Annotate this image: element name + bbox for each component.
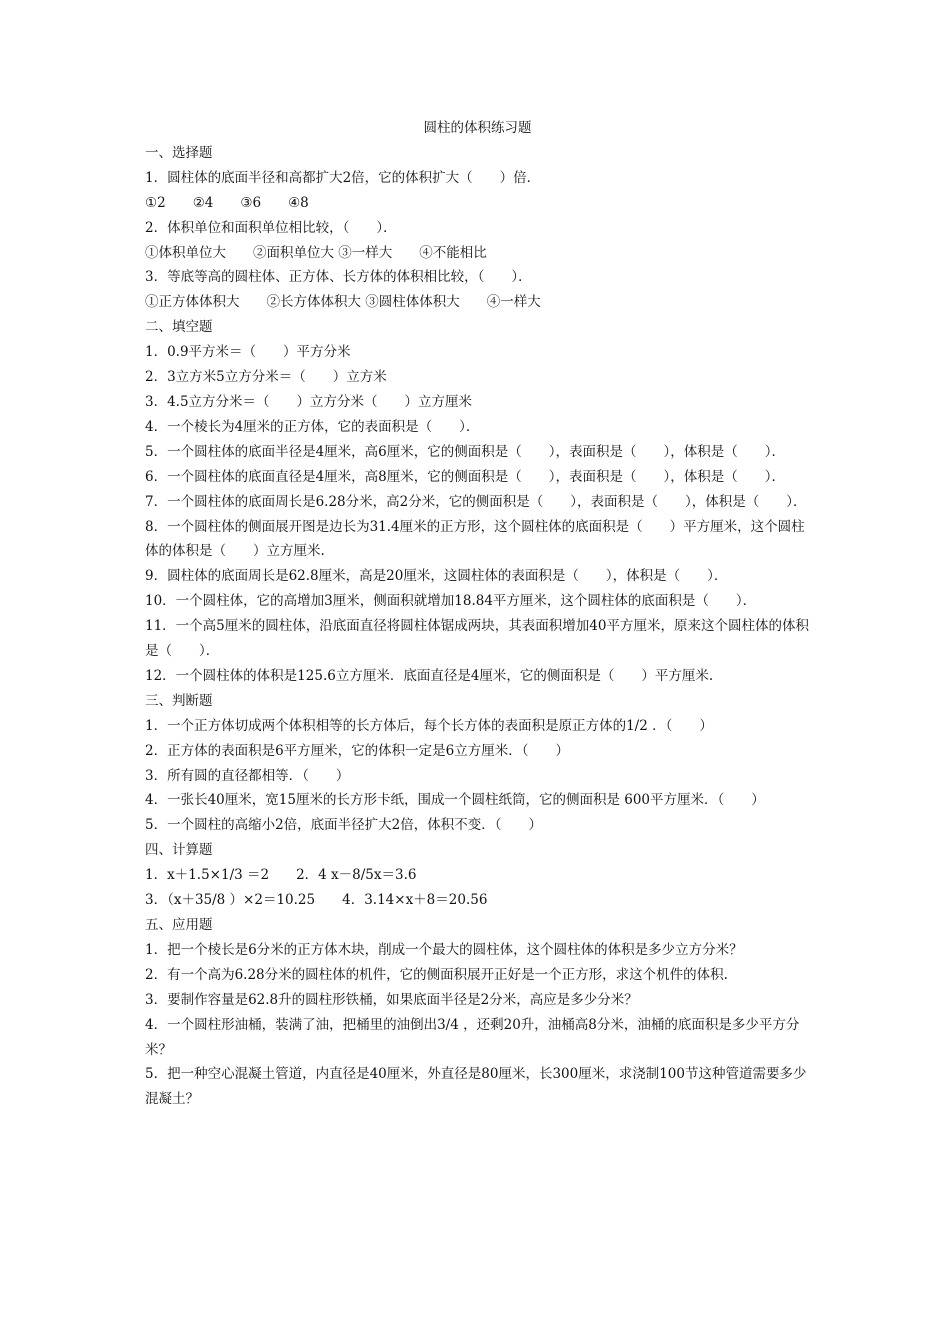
- question-line: 3．4.5立方分米＝（ ）立方分米（ ）立方厘米: [145, 393, 473, 410]
- question-line: 3．（x＋35/8 ）×2＝10.25 4．3.14×x＋8＝20.56: [145, 892, 488, 909]
- question-line: 2．有一个高为6.28分米的圆柱体的机件，它的侧面积展开正好是一个正方形，求这个机件的体积.: [145, 966, 728, 983]
- question-line: 2．体积单位和面积单位相比较，（ ）．: [145, 219, 397, 236]
- document-body: [145, 116, 810, 1112]
- section-heading: 三、判断题: [145, 692, 213, 709]
- question-line: ①2 ②4 ③6 ④8: [145, 194, 309, 211]
- question-line: 11．一个高5厘米的圆柱体，沿底面直径将圆柱体锯成两块，其表面积增加40平方厘米，原来这个圆柱体的体积是（ ）．: [145, 618, 809, 660]
- question-line: 4．一个棱长为4厘米的正方体，它的表面积是（ ）．: [145, 418, 480, 435]
- question-line: 3．等底等高的圆柱体、正方体、长方体的体积相比较，（ ）．: [145, 269, 532, 286]
- question-line: 4．一个圆柱形油桶，装满了油，把桶里的油倒出3/4 ，还剩20升，油桶高8分米，油桶的底面积是多少平方分米？: [145, 1016, 800, 1058]
- question-line: 1．x＋1.5×1/3 ＝2 2．4 x－8/5x＝3.6: [145, 867, 417, 884]
- question-line: 1．0.9平方米＝（ ）平方分米: [145, 344, 351, 361]
- section-4: [145, 838, 810, 913]
- section-3: [145, 689, 810, 838]
- sections-container: [145, 141, 810, 1112]
- question-line: 10．一个圆柱体，它的高增加3厘米，侧面积就增加18.84平方厘米，这个圆柱体的底面积是（ ）．: [145, 593, 757, 610]
- section-heading: 五、应用题: [145, 917, 213, 933]
- question-line: 2．3立方米5立方分米＝（ ）立方米: [145, 369, 387, 386]
- question-line: 6．一个圆柱体的底面直径是4厘米，高8厘米，它的侧面积是（ ），表面积是（ ），体积是（ ）．: [145, 468, 786, 485]
- question-line: ①体积单位大 ②面积单位大 ③一样大 ④不能相比: [145, 244, 487, 261]
- question-line: 1．圆柱体的底面半径和高都扩大2倍，它的体积扩大（ ）倍．: [145, 169, 541, 186]
- page-title: 圆柱的体积练习题: [423, 120, 532, 136]
- question-line: 12．一个圆柱体的体积是125.6立方厘米．底面直径是4厘米，它的侧面积是（ ）平方厘米.: [145, 667, 714, 684]
- question-line: 7．一个圆柱体的底面周长是6.28分米，高2分米，它的侧面积是（ ），表面积是（ ），体积是（ ）．: [145, 493, 807, 510]
- question-line: ①正方体体积大 ②长方体体积大 ③圆柱体体积大 ④一样大: [145, 294, 541, 311]
- question-line: 4．一张长40厘米，宽15厘米的长方形卡纸，围成一个圆柱纸筒，它的侧面积是 600平方厘米．（ ）: [145, 792, 765, 809]
- question-line: 3．要制作容量是62.8升的圆柱形铁桶，如果底面半径是2分米，高应是多少分米？: [145, 991, 638, 1008]
- question-line: 5．把一种空心混凝土管道，内直径是40厘米，外直径是80厘米，长300厘米，求浇制100节这种管道需要多少混凝土？: [145, 1066, 807, 1108]
- section-1: [145, 141, 810, 315]
- question-line: 5．一个圆柱的高缩小2倍，底面半径扩大2倍，体积不变．（ ）: [145, 817, 543, 834]
- section-heading: 一、选择题: [145, 144, 213, 161]
- question-line: 5．一个圆柱体的底面半径是4厘米，高6厘米，它的侧面积是（ ），表面积是（ ），体积是（ ）．: [145, 443, 786, 460]
- section-5: [145, 913, 810, 1112]
- question-line: 2．正方体的表面积是6平方厘米，它的体积一定是6立方厘米．（ ）: [145, 742, 570, 759]
- question-line: 1．一个正方体切成两个体积相等的长方体后，每个长方体的表面积是原正方体的1/2 ．（ ）: [145, 717, 713, 734]
- section-2: [145, 315, 810, 689]
- question-line: 9．圆柱体的底面周长是62.8厘米，高是20厘米，这圆柱体的表面积是（ ），体积是（ ）．: [145, 568, 728, 585]
- section-heading: 四、计算题: [145, 842, 213, 859]
- section-heading: 二、填空题: [145, 319, 213, 336]
- question-line: 1．把一个棱长是6分米的正方体木块，削成一个最大的圆柱体，这个圆柱体的体积是多少立方分米？: [145, 941, 743, 958]
- question-line: 8．一个圆柱体的侧面展开图是边长为31.4厘米的正方形，这个圆柱体的底面积是（ ）平方厘米，这个圆柱体的体积是（ ）立方厘米.: [145, 518, 805, 560]
- question-line: 3．所有圆的直径都相等．（ ）: [145, 767, 350, 784]
